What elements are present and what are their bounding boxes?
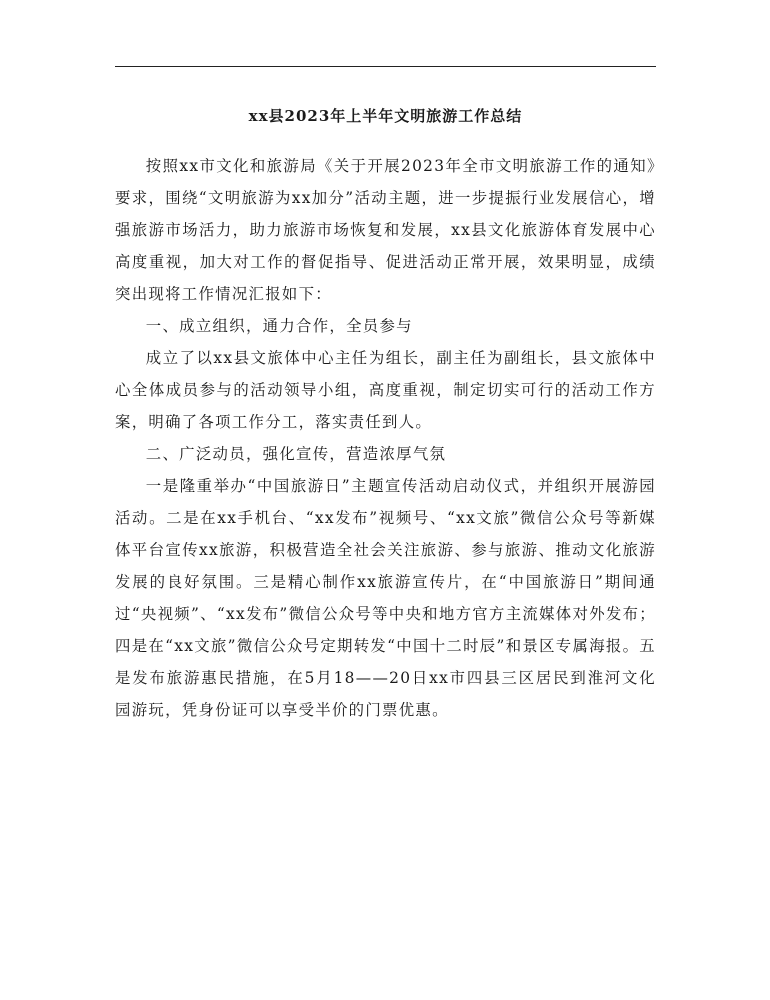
paragraph-section-1: 成立了以xx县文旅体中心主任为组长，副主任为副组长，县文旅体中心全体成员参与的活动领导小组，高度重视，制定切实可行的活动工作方案，明确了各项工作分工，落实责任到人。 [115, 349, 656, 431]
document-title: xx县2023年上半年文明旅游工作总结 [248, 107, 523, 125]
document-body [115, 150, 656, 726]
header-divider [115, 66, 656, 67]
section-heading-2: 二、广泛动员，强化宣传，营造浓厚气氛 [145, 445, 447, 463]
paragraph-intro: 按照xx市文化和旅游局《关于开展2023年全市文明旅游工作的通知》要求，围绕“文明旅游为xx加分”活动主题，进一步提振行业发展信心，增强旅游市场活力，助力旅游市场恢复和发展，xx县文化旅游体育发展中心高度重视，加大对工作的督促指导、促进活动正常开展，效果明显，成绩突出现将工作情况汇报如下： [115, 157, 656, 303]
section-heading-1: 一、成立组织，通力合作，全员参与 [145, 317, 413, 335]
paragraph-section-2: 一是隆重举办“中国旅游日”主题宣传活动启动仪式，并组织开展游园活动。二是在xx手机台、“xx发布”视频号、“xx文旅”微信公众号等新媒体平台宣传xx旅游，积极营造全社会关注旅游、参与旅游、推动文化旅游发展的良好氛围。三是精心制作xx旅游宣传片，在“中国旅游日”期间通过“央视频”、“xx发布”微信公众号等中央和地方官方主流媒体对外发布；四是在“xx文旅”微信公众号定期转发“中国十二时辰”和景区专属海报。五是发布旅游惠民措施，在5月18——20日xx市四县三区居民到淮河文化园游玩，凭身份证可以享受半价的门票优惠。 [115, 477, 656, 719]
